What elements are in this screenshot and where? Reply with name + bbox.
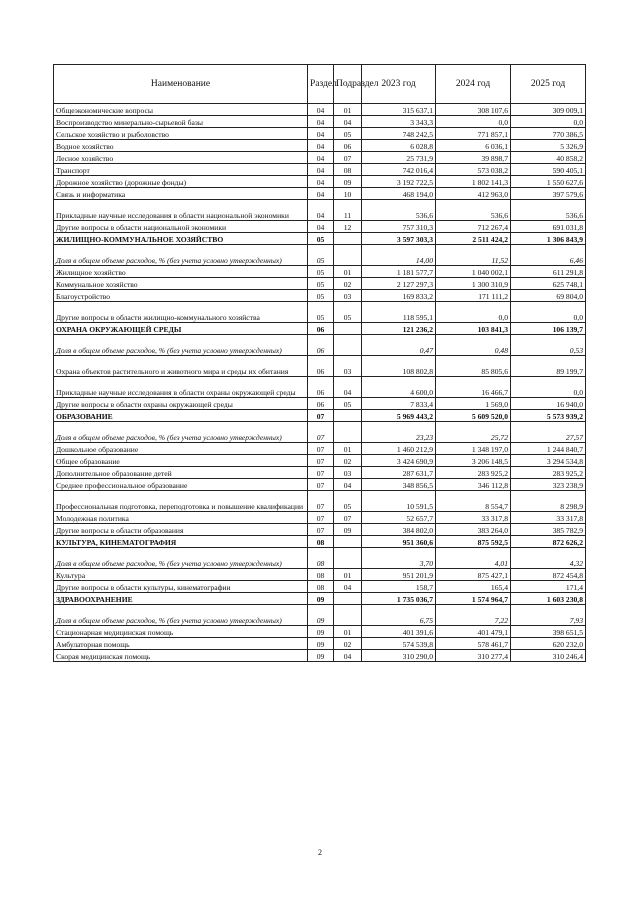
- razdel-cell: 07: [308, 479, 334, 491]
- value-2025: 89 199,7: [511, 356, 586, 377]
- page-number: 2: [318, 848, 322, 857]
- value-2023: 310 290,0: [362, 650, 436, 662]
- razdel-cell: 05: [308, 302, 334, 323]
- razdel-cell: 04: [308, 164, 334, 176]
- value-2023: 7 833,4: [362, 398, 436, 410]
- value-2024: 1 348 197,0: [436, 443, 511, 455]
- value-2025: 872 454,8: [511, 569, 586, 581]
- podrazdel-cell: 05: [334, 302, 362, 323]
- value-2023: 5 969 443,2: [362, 410, 436, 422]
- podrazdel-cell: 12: [334, 221, 362, 233]
- value-2023: 748 242,5: [362, 128, 436, 140]
- value-2023: 315 637,1: [362, 104, 436, 116]
- razdel-cell: 07: [308, 524, 334, 536]
- value-2023: 3,70: [362, 548, 436, 569]
- row-name: Другие вопросы в области охраны окружающей среды: [54, 398, 308, 410]
- podrazdel-cell: 07: [334, 152, 362, 164]
- table-body: [54, 104, 586, 662]
- value-2025: 5 573 939,2: [511, 410, 586, 422]
- value-2023: 169 833,2: [362, 290, 436, 302]
- razdel-cell: 05: [308, 233, 334, 245]
- value-2025: 1 550 627,6: [511, 176, 586, 188]
- row-name: Сельское хозяйство и рыболовство: [54, 128, 308, 140]
- value-2024: 1 574 964,7: [436, 593, 511, 605]
- table-row: [54, 377, 586, 398]
- row-name: Другие вопросы в области жилищно-коммунального хозяйства: [54, 302, 308, 323]
- razdel-cell: 06: [308, 377, 334, 398]
- podrazdel-cell: [334, 335, 362, 356]
- value-2024: 11,52: [436, 245, 511, 266]
- podrazdel-cell: 05: [334, 398, 362, 410]
- row-name: Молодежная политика: [54, 512, 308, 524]
- row-name: Доля в общем объеме расходов, % (без учета условно утвержденных): [54, 548, 308, 569]
- row-name: Дорожное хозяйство (дорожные фонды): [54, 176, 308, 188]
- value-2024: 383 264,0: [436, 524, 511, 536]
- podrazdel-cell: 11: [334, 200, 362, 221]
- row-name: Охрана объектов растительного и животного мира и среды их обитания: [54, 356, 308, 377]
- header-2024: 2024 год: [436, 65, 511, 104]
- razdel-cell: 09: [308, 593, 334, 605]
- razdel-cell: 09: [308, 650, 334, 662]
- podrazdel-cell: 04: [334, 479, 362, 491]
- value-2025: 3 294 534,8: [511, 455, 586, 467]
- razdel-cell: 05: [308, 245, 334, 266]
- value-2023: 121 236,2: [362, 323, 436, 335]
- header-podrazdel: Подраздел: [334, 65, 362, 104]
- razdel-cell: 04: [308, 104, 334, 116]
- razdel-cell: 04: [308, 116, 334, 128]
- value-2023: 158,7: [362, 581, 436, 593]
- table-row: [54, 116, 586, 128]
- razdel-cell: 04: [308, 200, 334, 221]
- podrazdel-cell: [334, 245, 362, 266]
- value-2025: 1 603 230,8: [511, 593, 586, 605]
- row-name: КУЛЬТУРА, КИНЕМАТОГРАФИЯ: [54, 536, 308, 548]
- podrazdel-cell: 02: [334, 638, 362, 650]
- row-name: ЗДРАВООХРАНЕНИЕ: [54, 593, 308, 605]
- value-2024: 346 112,8: [436, 479, 511, 491]
- value-2025: 171,4: [511, 581, 586, 593]
- value-2023: 25 731,9: [362, 152, 436, 164]
- row-name: Прикладные научные исследования в области охраны окружающей среды: [54, 377, 308, 398]
- share-row: [54, 335, 586, 356]
- value-2024: 4,01: [436, 548, 511, 569]
- value-2023: 0,47: [362, 335, 436, 356]
- table-header-row: [54, 65, 586, 104]
- value-2024: 536,6: [436, 200, 511, 221]
- table-row: [54, 176, 586, 188]
- value-2025: 1 306 843,9: [511, 233, 586, 245]
- table-row: [54, 479, 586, 491]
- value-2024: 310 277,4: [436, 650, 511, 662]
- row-name: Водное хозяйство: [54, 140, 308, 152]
- value-2024: 0,0: [436, 116, 511, 128]
- razdel-cell: 04: [308, 221, 334, 233]
- row-name: Культура: [54, 569, 308, 581]
- value-2025: 625 748,1: [511, 278, 586, 290]
- row-name: Воспроизводство минерально-сырьевой базы: [54, 116, 308, 128]
- value-2023: 4 600,0: [362, 377, 436, 398]
- table-row: [54, 278, 586, 290]
- header-razdel: Раздел: [308, 65, 334, 104]
- razdel-cell: 04: [308, 152, 334, 164]
- value-2024: 16 466,7: [436, 377, 511, 398]
- table-row: [54, 152, 586, 164]
- share-row: [54, 245, 586, 266]
- podrazdel-cell: 08: [334, 164, 362, 176]
- value-2023: 287 631,7: [362, 467, 436, 479]
- podrazdel-cell: 05: [334, 128, 362, 140]
- value-2024: 171 111,2: [436, 290, 511, 302]
- value-2024: 0,48: [436, 335, 511, 356]
- value-2024: 8 554,7: [436, 491, 511, 512]
- razdel-cell: 07: [308, 422, 334, 443]
- razdel-cell: 04: [308, 176, 334, 188]
- section-row: [54, 233, 586, 245]
- table-row: [54, 491, 586, 512]
- value-2023: 401 391,6: [362, 626, 436, 638]
- value-2025: 872 626,2: [511, 536, 586, 548]
- razdel-cell: 04: [308, 188, 334, 200]
- razdel-cell: 06: [308, 323, 334, 335]
- value-2024: 401 479,1: [436, 626, 511, 638]
- razdel-cell: 08: [308, 569, 334, 581]
- value-2023: 757 310,3: [362, 221, 436, 233]
- value-2025: 40 858,2: [511, 152, 586, 164]
- value-2025: 4,32: [511, 548, 586, 569]
- podrazdel-cell: 02: [334, 278, 362, 290]
- value-2025: 611 291,8: [511, 266, 586, 278]
- value-2025: 398 651,5: [511, 626, 586, 638]
- section-row: [54, 536, 586, 548]
- table-row: [54, 638, 586, 650]
- table-row: [54, 356, 586, 377]
- value-2023: 3 343,3: [362, 116, 436, 128]
- podrazdel-cell: 09: [334, 524, 362, 536]
- podrazdel-cell: [334, 548, 362, 569]
- value-2025: 310 246,4: [511, 650, 586, 662]
- row-name: Доля в общем объеме расходов, % (без учета условно утвержденных): [54, 335, 308, 356]
- value-2024: 165,4: [436, 581, 511, 593]
- value-2025: 5 326,9: [511, 140, 586, 152]
- row-name: Связь и информатика: [54, 188, 308, 200]
- row-name: Прикладные научные исследования в области национальной экономики: [54, 200, 308, 221]
- podrazdel-cell: 07: [334, 512, 362, 524]
- value-2024: 85 805,6: [436, 356, 511, 377]
- row-name: ОБРАЗОВАНИЕ: [54, 410, 308, 422]
- row-name: Коммунальное хозяйство: [54, 278, 308, 290]
- table-row: [54, 188, 586, 200]
- value-2025: 6,46: [511, 245, 586, 266]
- podrazdel-cell: 05: [334, 491, 362, 512]
- header-2023: 2023 год: [362, 65, 436, 104]
- podrazdel-cell: 01: [334, 266, 362, 278]
- share-row: [54, 548, 586, 569]
- value-2023: 1 181 577,7: [362, 266, 436, 278]
- podrazdel-cell: [334, 410, 362, 422]
- value-2024: 875 427,1: [436, 569, 511, 581]
- razdel-cell: 07: [308, 467, 334, 479]
- value-2024: 875 592,5: [436, 536, 511, 548]
- share-row: [54, 605, 586, 626]
- value-2023: 118 595,1: [362, 302, 436, 323]
- row-name: Общеэкономические вопросы: [54, 104, 308, 116]
- value-2024: 578 461,7: [436, 638, 511, 650]
- value-2023: 384 802,0: [362, 524, 436, 536]
- table-row: [54, 455, 586, 467]
- razdel-cell: 05: [308, 266, 334, 278]
- row-name: Среднее профессиональное образование: [54, 479, 308, 491]
- table-row: [54, 302, 586, 323]
- table-row: [54, 200, 586, 221]
- value-2023: 468 194,0: [362, 188, 436, 200]
- row-name: Лесное хозяйство: [54, 152, 308, 164]
- value-2024: 103 841,3: [436, 323, 511, 335]
- value-2025: 8 298,9: [511, 491, 586, 512]
- razdel-cell: 07: [308, 512, 334, 524]
- value-2023: 6,75: [362, 605, 436, 626]
- razdel-cell: 07: [308, 443, 334, 455]
- podrazdel-cell: 06: [334, 140, 362, 152]
- value-2025: 620 232,0: [511, 638, 586, 650]
- value-2025: 0,0: [511, 377, 586, 398]
- value-2025: 33 317,8: [511, 512, 586, 524]
- row-name: Другие вопросы в области образования: [54, 524, 308, 536]
- value-2025: 323 238,9: [511, 479, 586, 491]
- value-2023: 3 597 303,3: [362, 233, 436, 245]
- value-2024: 3 206 148,5: [436, 455, 511, 467]
- table-row: [54, 140, 586, 152]
- value-2024: 308 107,6: [436, 104, 511, 116]
- table-row: [54, 104, 586, 116]
- value-2023: 574 539,8: [362, 638, 436, 650]
- table-row: [54, 569, 586, 581]
- podrazdel-cell: 02: [334, 455, 362, 467]
- value-2023: 108 802,8: [362, 356, 436, 377]
- row-name: Дополнительное образование детей: [54, 467, 308, 479]
- podrazdel-cell: 01: [334, 104, 362, 116]
- value-2025: 590 405,1: [511, 164, 586, 176]
- podrazdel-cell: 04: [334, 650, 362, 662]
- value-2023: 536,6: [362, 200, 436, 221]
- value-2024: 712 267,4: [436, 221, 511, 233]
- value-2025: 0,0: [511, 116, 586, 128]
- value-2024: 1 300 310,9: [436, 278, 511, 290]
- value-2023: 1 460 212,9: [362, 443, 436, 455]
- row-name: Общее образование: [54, 455, 308, 467]
- row-name: Транспорт: [54, 164, 308, 176]
- value-2024: 39 898,7: [436, 152, 511, 164]
- row-name: Скорая медицинская помощь: [54, 650, 308, 662]
- value-2024: 573 038,2: [436, 164, 511, 176]
- podrazdel-cell: 04: [334, 377, 362, 398]
- value-2024: 33 317,8: [436, 512, 511, 524]
- row-name: Амбулаторная помощь: [54, 638, 308, 650]
- value-2025: 536,6: [511, 200, 586, 221]
- podrazdel-cell: [334, 323, 362, 335]
- razdel-cell: 06: [308, 398, 334, 410]
- value-2025: 397 579,6: [511, 188, 586, 200]
- row-name: Стационарная медицинская помощь: [54, 626, 308, 638]
- header-name: Наименование: [54, 65, 308, 104]
- value-2023: 951 201,9: [362, 569, 436, 581]
- table-row: [54, 266, 586, 278]
- podrazdel-cell: 03: [334, 356, 362, 377]
- row-name: Дошкольное образование: [54, 443, 308, 455]
- value-2024: 283 925,2: [436, 467, 511, 479]
- podrazdel-cell: [334, 422, 362, 443]
- row-name: Профессиональная подготовка, переподготовка и повышение квалификации: [54, 491, 308, 512]
- table-row: [54, 443, 586, 455]
- razdel-cell: 05: [308, 290, 334, 302]
- table-row: [54, 626, 586, 638]
- value-2023: 52 657,7: [362, 512, 436, 524]
- value-2025: 691 031,8: [511, 221, 586, 233]
- value-2023: 6 028,8: [362, 140, 436, 152]
- razdel-cell: 08: [308, 581, 334, 593]
- header-2025: 2025 год: [511, 65, 586, 104]
- table-row: [54, 512, 586, 524]
- table-row: [54, 581, 586, 593]
- razdel-cell: 08: [308, 536, 334, 548]
- row-name: Жилищное хозяйство: [54, 266, 308, 278]
- value-2023: 10 591,5: [362, 491, 436, 512]
- value-2024: 1 569,0: [436, 398, 511, 410]
- row-name: Доля в общем объеме расходов, % (без учета условно утвержденных): [54, 245, 308, 266]
- podrazdel-cell: 03: [334, 290, 362, 302]
- table-row: [54, 221, 586, 233]
- razdel-cell: 07: [308, 455, 334, 467]
- value-2025: 106 139,7: [511, 323, 586, 335]
- value-2025: 7,93: [511, 605, 586, 626]
- razdel-cell: 04: [308, 140, 334, 152]
- value-2024: 7,22: [436, 605, 511, 626]
- razdel-cell: 05: [308, 278, 334, 290]
- value-2024: 2 511 424,2: [436, 233, 511, 245]
- value-2025: 770 386,5: [511, 128, 586, 140]
- podrazdel-cell: [334, 593, 362, 605]
- value-2023: 951 360,6: [362, 536, 436, 548]
- value-2023: 2 127 297,3: [362, 278, 436, 290]
- value-2025: 69 804,0: [511, 290, 586, 302]
- value-2023: 742 016,4: [362, 164, 436, 176]
- value-2024: 412 963,0: [436, 188, 511, 200]
- table-row: [54, 164, 586, 176]
- table-row: [54, 128, 586, 140]
- value-2023: 23,23: [362, 422, 436, 443]
- value-2024: 1 802 141,3: [436, 176, 511, 188]
- podrazdel-cell: 09: [334, 176, 362, 188]
- podrazdel-cell: [334, 536, 362, 548]
- row-name: Благоустройство: [54, 290, 308, 302]
- section-row: [54, 323, 586, 335]
- razdel-cell: 09: [308, 626, 334, 638]
- value-2025: 385 782,9: [511, 524, 586, 536]
- value-2024: 771 857,1: [436, 128, 511, 140]
- value-2024: 6 036,1: [436, 140, 511, 152]
- value-2025: 283 925,2: [511, 467, 586, 479]
- value-2025: 16 940,0: [511, 398, 586, 410]
- share-row: [54, 422, 586, 443]
- value-2023: 1 735 036,7: [362, 593, 436, 605]
- razdel-cell: 09: [308, 638, 334, 650]
- value-2023: 3 192 722,5: [362, 176, 436, 188]
- razdel-cell: 06: [308, 335, 334, 356]
- table-row: [54, 524, 586, 536]
- value-2023: 3 424 690,9: [362, 455, 436, 467]
- table-row: [54, 467, 586, 479]
- value-2024: 0,0: [436, 302, 511, 323]
- row-name: ОХРАНА ОКРУЖАЮЩЕЙ СРЕДЫ: [54, 323, 308, 335]
- podrazdel-cell: 01: [334, 626, 362, 638]
- row-name: Другие вопросы в области национальной экономики: [54, 221, 308, 233]
- podrazdel-cell: 04: [334, 116, 362, 128]
- podrazdel-cell: [334, 605, 362, 626]
- value-2025: 0,0: [511, 302, 586, 323]
- budget-table: [53, 64, 586, 662]
- podrazdel-cell: 03: [334, 467, 362, 479]
- table-row: [54, 650, 586, 662]
- value-2024: 5 609 520,0: [436, 410, 511, 422]
- row-name: Другие вопросы в области культуры, кинематографии: [54, 581, 308, 593]
- podrazdel-cell: 01: [334, 443, 362, 455]
- value-2024: 1 040 002,1: [436, 266, 511, 278]
- value-2023: 14,00: [362, 245, 436, 266]
- razdel-cell: 08: [308, 548, 334, 569]
- section-row: [54, 410, 586, 422]
- razdel-cell: 07: [308, 491, 334, 512]
- value-2024: 25,72: [436, 422, 511, 443]
- razdel-cell: 09: [308, 605, 334, 626]
- value-2025: 309 009,1: [511, 104, 586, 116]
- table-row: [54, 398, 586, 410]
- razdel-cell: 07: [308, 410, 334, 422]
- podrazdel-cell: 10: [334, 188, 362, 200]
- razdel-cell: 06: [308, 356, 334, 377]
- section-row: [54, 593, 586, 605]
- podrazdel-cell: [334, 233, 362, 245]
- table-row: [54, 290, 586, 302]
- value-2023: 348 856,5: [362, 479, 436, 491]
- row-name: Доля в общем объеме расходов, % (без учета условно утвержденных): [54, 422, 308, 443]
- podrazdel-cell: 04: [334, 581, 362, 593]
- row-name: ЖИЛИЩНО-КОММУНАЛЬНОЕ ХОЗЯЙСТВО: [54, 233, 308, 245]
- value-2025: 1 244 840,7: [511, 443, 586, 455]
- razdel-cell: 04: [308, 128, 334, 140]
- value-2025: 27,57: [511, 422, 586, 443]
- row-name: Доля в общем объеме расходов, % (без учета условно утвержденных): [54, 605, 308, 626]
- value-2025: 0,53: [511, 335, 586, 356]
- podrazdel-cell: 01: [334, 569, 362, 581]
